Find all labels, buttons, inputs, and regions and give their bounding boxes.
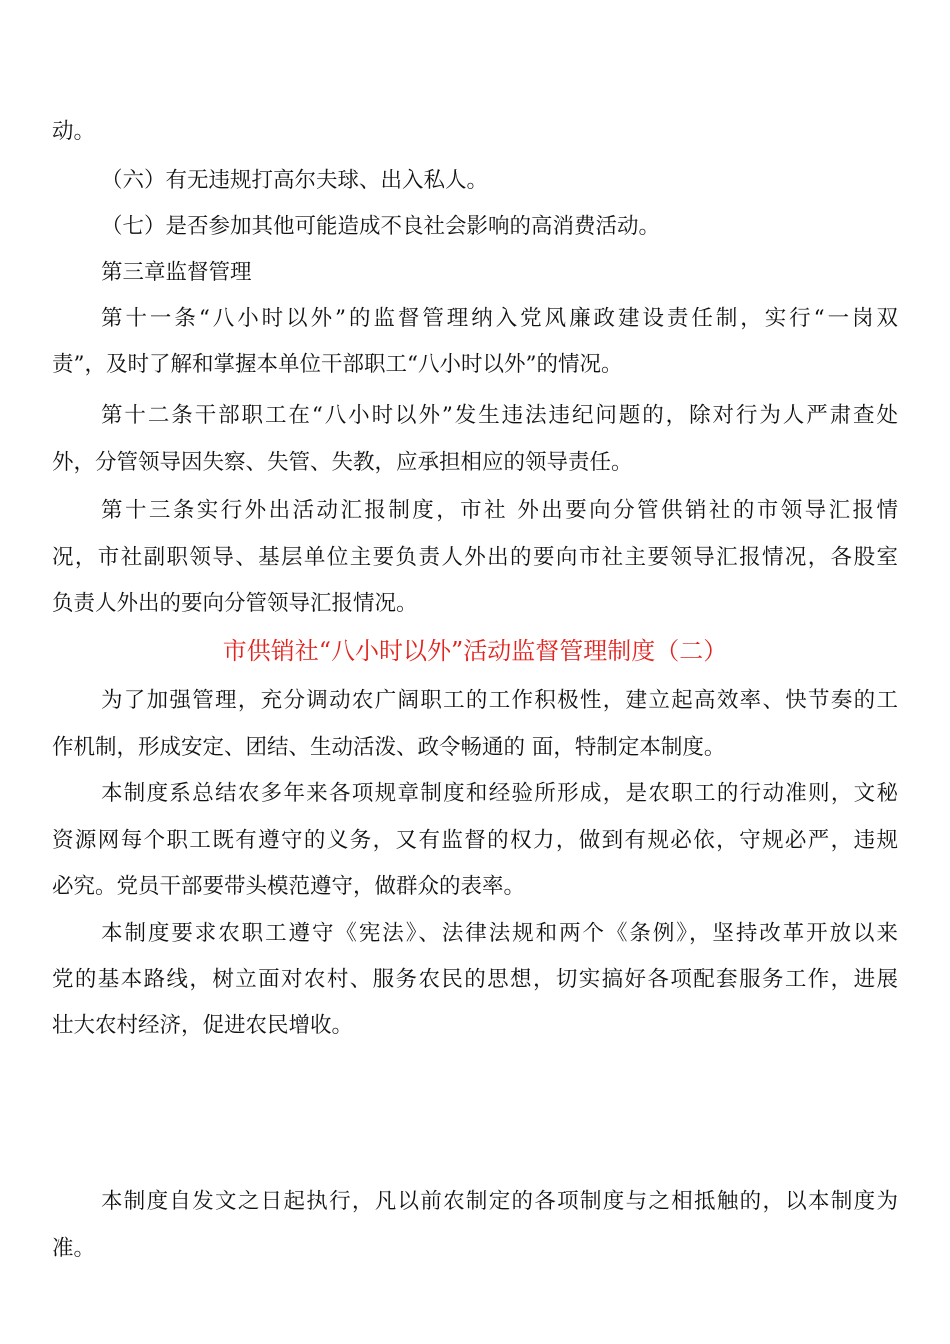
text-line: 责”，及时了解和掌握本单位干部职工“八小时以外”的情况。 <box>52 352 623 377</box>
text-line: 动。 <box>52 119 96 144</box>
chapter-heading: 第三章监督管理 <box>101 260 252 285</box>
text-line: 第十二条干部职工在“八小时以外”发生违法违纪问题的，除对行为人严肃查处 <box>101 403 898 428</box>
text-line: 准。 <box>52 1236 96 1261</box>
text-line: 党的基本路线，树立面对农村、服务农民的思想，切实搞好各项配套服务工作，进展 <box>52 967 898 992</box>
text-line: 外，分管领导因失察、失管、失教，应承担相应的领导责任。 <box>52 450 633 475</box>
text-line: 本制度系总结农多年来各项规章制度和经验所形成，是农职工的行动准则，文秘 <box>101 781 898 806</box>
text-line: （七）是否参加其他可能造成不良社会影响的高消费活动。 <box>101 214 661 239</box>
text-line: 为了加强管理，充分调动农广阔职工的工作积极性，建立起高效率、快节奏的工 <box>101 688 898 713</box>
text-line: 况，市社副职领导、基层单位主要负责人外出的要向市社主要领导汇报情况，各股室 <box>52 545 898 570</box>
text-line: 负责人外出的要向分管领导汇报情况。 <box>52 591 418 616</box>
text-line: 本制度要求农职工遵守《宪法》、法律法规和两个《条例》，坚持改革开放以来 <box>101 921 898 946</box>
text-line: 必究。党员干部要带头模范遵守，做群众的表率。 <box>52 874 526 899</box>
text-line: 第十三条实行外出活动汇报制度，市社 外出要向分管供销社的市领导汇报情 <box>101 498 898 523</box>
text-line: 第十一条“八小时以外”的监督管理纳入党风廉政建设责任制，实行“一岗双 <box>101 306 898 331</box>
text-line: 资源网每个职工既有遵守的义务，又有监督的权力，做到有规必依，守规必严，违规 <box>52 828 898 853</box>
text-line: （六）有无违规打高尔夫球、出入私人。 <box>101 168 489 193</box>
text-line: 本制度自发文之日起执行，凡以前农制定的各项制度与之相抵触的，以本制度为 <box>101 1189 898 1214</box>
section-title: 市供销社“八小时以外”活动监督管理制度（二） <box>222 637 728 665</box>
text-line: 作机制，形成安定、团结、生动活泼、政令畅通的 面，特制定本制度。 <box>52 735 726 760</box>
text-line: 壮大农村经济，促进农民增收。 <box>52 1013 354 1038</box>
